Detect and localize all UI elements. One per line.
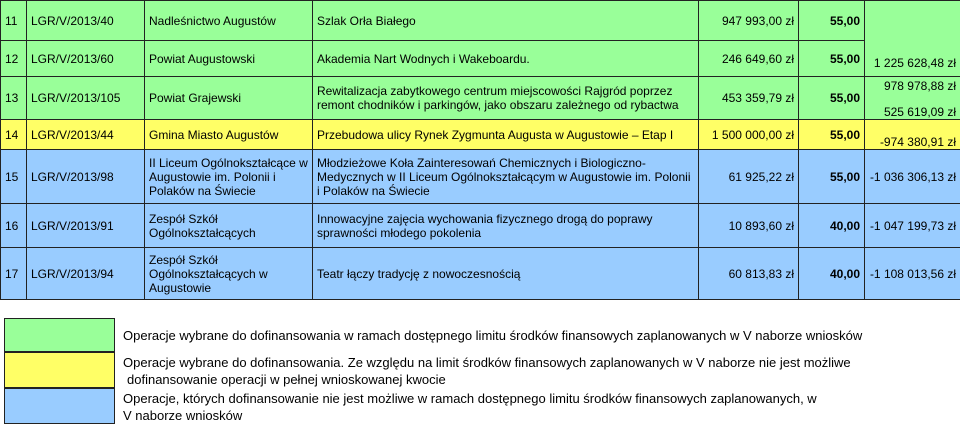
row-lp: 12 (1, 41, 27, 77)
row-title: Przebudowa ulicy Rynek Zygmunta Augusta w Augustowie – Etap I (313, 120, 699, 150)
row-beneficiary: Powiat Grajewski (145, 77, 313, 120)
row-amount: 453 359,79 zł (699, 77, 799, 120)
row-beneficiary: II Liceum Ogólnokształcące w Augustowie im. Polonii i Polaków na Świecie (145, 150, 313, 204)
table-row (1, 77, 960, 120)
row-amount: 60 813,83 zł (699, 248, 799, 300)
table-row (1, 150, 960, 204)
row-balance: -1 108 013,56 zł (865, 248, 960, 300)
legend-text-blue-line2: V naborze wniosków (123, 408, 243, 423)
row-points: 55,00 (799, 77, 865, 120)
table-row (1, 41, 960, 77)
row-title: Szlak Orła Białego (313, 1, 699, 41)
row-points: 55,00 (799, 41, 865, 77)
row-title: Młodzieżowe Koła Zainteresowań Chemicznych i Biologiczno-Medycznych w II Liceum Ogólnokształcącym w Augustowie im. Polonii i Polaków na Świecie (313, 150, 699, 204)
row-application-number: LGR/V/2013/98 (27, 150, 145, 204)
legend-text-yellow-line1: Operacje wybrane do dofinansowania. Ze względu na limit środków finansowych zaplanowanych w V naborze nie jest możliwe (123, 355, 851, 370)
row-amount: 61 925,22 zł (699, 150, 799, 204)
balance-upper: 978 978,88 zł (883, 79, 956, 93)
row-beneficiary: Powiat Augustowski (145, 41, 313, 77)
row-lp: 16 (1, 204, 27, 248)
table-row (1, 1, 960, 41)
row-balance: -1 047 199,73 zł (865, 204, 960, 248)
row-amount: 947 993,00 zł (699, 1, 799, 41)
legend-swatch-blue (4, 388, 115, 424)
legend-item-green (4, 318, 960, 352)
row-amount: 246 649,60 zł (699, 41, 799, 77)
row-application-number: LGR/V/2013/91 (27, 204, 145, 248)
row-application-number: LGR/V/2013/105 (27, 77, 145, 120)
row-lp: 17 (1, 248, 27, 300)
row-application-number: LGR/V/2013/40 (27, 1, 145, 41)
row-beneficiary: Zespół Szkół Ogólnokształcących w Augustowie (145, 248, 313, 300)
row-lp: 15 (1, 150, 27, 204)
table-row (1, 204, 960, 248)
row-points: 55,00 (799, 1, 865, 41)
row-application-number: LGR/V/2013/94 (27, 248, 145, 300)
row-title: Rewitalizacja zabytkowego centrum miejscowości Rajgród poprzez remont chodników i parkingów, jako obszaru zależnego od rybactwa (313, 77, 699, 120)
row-balance: -1 036 306,13 zł (865, 150, 960, 204)
row-points: 55,00 (799, 120, 865, 150)
row-lp: 13 (1, 77, 27, 120)
row-lp: 14 (1, 120, 27, 150)
legend-text-blue (115, 388, 817, 424)
row-amount: 10 893,60 zł (699, 204, 799, 248)
legend-item-blue (4, 388, 960, 424)
row-beneficiary: Zespół Szkół Ogólnokształcących (145, 204, 313, 248)
legend (4, 318, 960, 424)
row-beneficiary: Nadleśnictwo Augustów (145, 1, 313, 41)
table-row (1, 248, 960, 300)
row-beneficiary: Gmina Miasto Augustów (145, 120, 313, 150)
row-balance: 1 225 628,48 zł (865, 1, 960, 77)
row-points: 55,00 (799, 150, 865, 204)
legend-text-blue-line1: Operacje, których dofinansowanie nie jest możliwe w ramach dostępnego limitu środków finansowych zaplanowanych, w (123, 391, 817, 406)
row-title: Innowacyjne zajęcia wychowania fizycznego drogą do poprawy sprawności młodego pokolenia (313, 204, 699, 248)
legend-item-yellow (4, 352, 960, 388)
legend-text-green: Operacje wybrane do dofinansowania w ramach dostępnego limitu środków finansowych zaplanowanych w V naborze wniosków (123, 328, 863, 343)
row-application-number: LGR/V/2013/44 (27, 120, 145, 150)
row-balance: -974 380,91 zł (865, 120, 960, 150)
row-points: 40,00 (799, 248, 865, 300)
legend-swatch-yellow (4, 352, 115, 388)
row-lp: 11 (1, 1, 27, 41)
row-points: 40,00 (799, 204, 865, 248)
row-application-number: LGR/V/2013/60 (27, 41, 145, 77)
legend-swatch-green (4, 318, 115, 352)
row-amount: 1 500 000,00 zł (699, 120, 799, 150)
table-row (1, 120, 960, 150)
balance-lower: 525 619,09 zł (883, 105, 956, 119)
row-title: Akademia Nart Wodnych i Wakeboardu. (313, 41, 699, 77)
legend-text-yellow (115, 352, 851, 388)
row-balance (865, 77, 960, 120)
legend-text-yellow-line2: dofinansowanie operacji w pełnej wnioskowanej kwocie (127, 372, 446, 387)
row-title: Teatr łączy tradycję z nowoczesnością (313, 248, 699, 300)
